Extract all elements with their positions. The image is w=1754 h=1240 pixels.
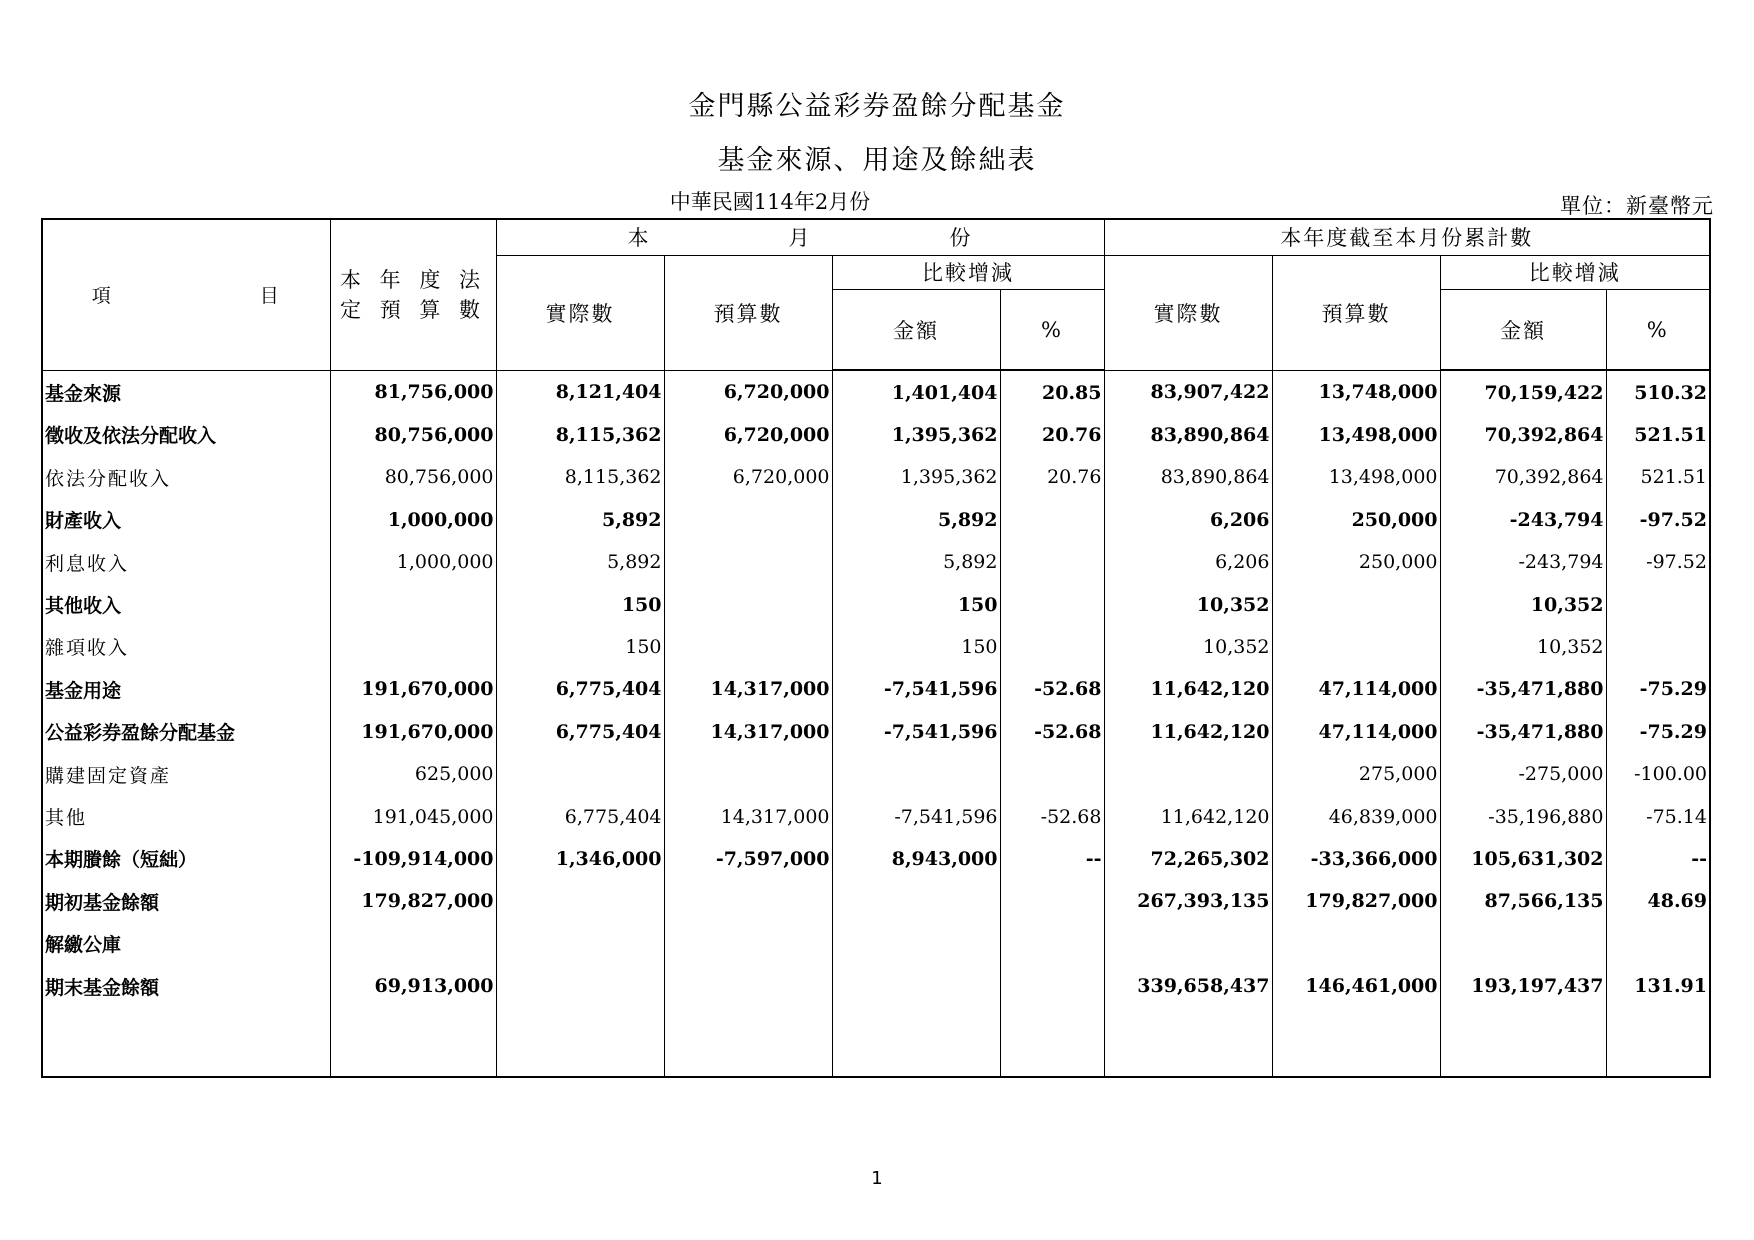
row-label: 解繳公庫 (42, 922, 330, 964)
row-label: 依法分配收入 (42, 456, 330, 498)
header-ytd-amount: 金額 (1440, 290, 1606, 371)
cell-m-bud: 6,720,000 (664, 414, 832, 456)
header-month-amount: 金額 (832, 290, 1000, 371)
cell-m-pct: -52.68 (1000, 711, 1104, 753)
cell-budget: 625,000 (330, 753, 496, 795)
cell-y-bud: 275,000 (1272, 753, 1440, 795)
cell-y-amt: 10,352 (1440, 626, 1606, 668)
cell-m-bud (664, 583, 832, 625)
cell-y-act: 10,352 (1104, 583, 1272, 625)
table-row (42, 880, 1710, 922)
table-filler-row (42, 1007, 1710, 1077)
empty-cell (330, 1007, 496, 1077)
cell-y-pct: 48.69 (1606, 880, 1710, 922)
empty-cell (1606, 1007, 1710, 1077)
header-legal-budget (330, 219, 496, 370)
cell-m-bud (664, 880, 832, 922)
cell-m-act: 6,775,404 (496, 668, 664, 710)
cell-y-bud: 146,461,000 (1272, 965, 1440, 1007)
header-month-budget: 預算數 (664, 255, 832, 370)
row-label: 利息收入 (42, 541, 330, 583)
table-row (42, 626, 1710, 668)
cell-y-amt: 70,159,422 (1440, 370, 1606, 413)
cell-y-act: 11,642,120 (1104, 795, 1272, 837)
cell-m-act (496, 753, 664, 795)
currency-unit: 單位：新臺幣元 (1560, 194, 1714, 218)
header-item: 項 目 (42, 219, 330, 370)
empty-cell (1440, 1007, 1606, 1077)
cell-y-pct: -75.29 (1606, 668, 1710, 710)
cell-y-pct: -100.00 (1606, 753, 1710, 795)
cell-y-bud: 13,498,000 (1272, 414, 1440, 456)
empty-cell (496, 1007, 664, 1077)
table-row (42, 370, 1710, 413)
header-ytd-actual: 實際數 (1104, 255, 1272, 370)
row-label: 期末基金餘額 (42, 965, 330, 1007)
cell-y-amt: 105,631,302 (1440, 838, 1606, 880)
cell-budget: 80,756,000 (330, 414, 496, 456)
cell-m-bud: 6,720,000 (664, 370, 832, 413)
cell-budget: 69,913,000 (330, 965, 496, 1007)
table-row (42, 965, 1710, 1007)
table-row (42, 795, 1710, 837)
cell-m-pct (1000, 626, 1104, 668)
cell-budget: 80,756,000 (330, 456, 496, 498)
cell-y-amt: -243,794 (1440, 541, 1606, 583)
cell-m-pct: -52.68 (1000, 668, 1104, 710)
table-row (42, 838, 1710, 880)
cell-m-pct (1000, 753, 1104, 795)
row-label: 基金來源 (42, 370, 330, 413)
cell-m-bud: 6,720,000 (664, 456, 832, 498)
row-label: 本期賸餘（短絀） (42, 838, 330, 880)
cell-y-amt: 10,352 (1440, 583, 1606, 625)
cell-y-pct: -97.52 (1606, 541, 1710, 583)
cell-y-pct: -- (1606, 838, 1710, 880)
cell-y-pct (1606, 922, 1710, 964)
cell-budget: 81,756,000 (330, 370, 496, 413)
cell-budget: 191,670,000 (330, 711, 496, 753)
cell-y-amt: -35,196,880 (1440, 795, 1606, 837)
cell-y-pct (1606, 583, 1710, 625)
cell-budget (330, 922, 496, 964)
cell-m-act: 6,775,404 (496, 711, 664, 753)
empty-cell (42, 1007, 330, 1077)
cell-m-bud (664, 965, 832, 1007)
page-number: 1 (871, 1168, 883, 1189)
row-label: 其他收入 (42, 583, 330, 625)
cell-y-bud (1272, 626, 1440, 668)
cell-y-amt: -275,000 (1440, 753, 1606, 795)
cell-m-bud (664, 499, 832, 541)
cell-y-amt: 70,392,864 (1440, 456, 1606, 498)
cell-y-amt: 87,566,135 (1440, 880, 1606, 922)
cell-budget (330, 583, 496, 625)
cell-m-bud (664, 753, 832, 795)
cell-m-bud (664, 626, 832, 668)
cell-y-pct (1606, 626, 1710, 668)
table-row (42, 499, 1710, 541)
table-row (42, 456, 1710, 498)
cell-budget: 191,670,000 (330, 668, 496, 710)
header-month-pct: % (1000, 290, 1104, 371)
cell-y-amt: -35,471,880 (1440, 668, 1606, 710)
cell-m-bud: 14,317,000 (664, 711, 832, 753)
row-label: 基金用途 (42, 668, 330, 710)
cell-m-act: 150 (496, 626, 664, 668)
empty-cell (1272, 1007, 1440, 1077)
cell-m-bud (664, 922, 832, 964)
cell-y-bud: 13,498,000 (1272, 456, 1440, 498)
report-title: 金門縣公益彩券盈餘分配基金 (688, 91, 1066, 122)
empty-cell (1000, 1007, 1104, 1077)
cell-y-act (1104, 922, 1272, 964)
row-label: 徵收及依法分配收入 (42, 414, 330, 456)
cell-m-amt: 8,943,000 (832, 838, 1000, 880)
row-label: 期初基金餘額 (42, 880, 330, 922)
cell-m-pct: 20.76 (1000, 414, 1104, 456)
cell-y-bud: 179,827,000 (1272, 880, 1440, 922)
cell-m-act: 8,115,362 (496, 456, 664, 498)
cell-m-amt: 1,395,362 (832, 456, 1000, 498)
cell-m-amt: 150 (832, 583, 1000, 625)
cell-m-amt: 1,401,404 (832, 370, 1000, 413)
cell-m-act: 8,121,404 (496, 370, 664, 413)
cell-y-act: 83,907,422 (1104, 370, 1272, 413)
cell-y-amt: -243,794 (1440, 499, 1606, 541)
cell-budget: -109,914,000 (330, 838, 496, 880)
cell-y-bud: 13,748,000 (1272, 370, 1440, 413)
cell-y-act: 83,890,864 (1104, 456, 1272, 498)
cell-m-amt: -7,541,596 (832, 711, 1000, 753)
table-row (42, 753, 1710, 795)
header-ytd-budget: 預算數 (1272, 255, 1440, 370)
cell-m-act: 5,892 (496, 499, 664, 541)
header-month-actual: 實際數 (496, 255, 664, 370)
cell-m-amt (832, 965, 1000, 1007)
cell-y-bud (1272, 922, 1440, 964)
cell-m-pct: 20.76 (1000, 456, 1104, 498)
cell-budget: 1,000,000 (330, 499, 496, 541)
cell-m-act (496, 922, 664, 964)
cell-m-act: 8,115,362 (496, 414, 664, 456)
header-ytd-pct: % (1606, 290, 1710, 371)
cell-y-pct: 521.51 (1606, 456, 1710, 498)
cell-y-bud: 47,114,000 (1272, 711, 1440, 753)
empty-cell (832, 1007, 1000, 1077)
cell-y-amt: -35,471,880 (1440, 711, 1606, 753)
cell-y-pct: -75.14 (1606, 795, 1710, 837)
cell-y-amt (1440, 922, 1606, 964)
cell-m-amt (832, 880, 1000, 922)
cell-m-act: 6,775,404 (496, 795, 664, 837)
cell-m-amt: 5,892 (832, 541, 1000, 583)
cell-m-amt: 1,395,362 (832, 414, 1000, 456)
header-month-diff: 比較增減 (832, 255, 1104, 289)
cell-y-act: 83,890,864 (1104, 414, 1272, 456)
cell-y-act: 6,206 (1104, 541, 1272, 583)
table-row (42, 583, 1710, 625)
header-year-to-date: 本年度截至本月份累計數 (1104, 219, 1710, 255)
cell-m-pct (1000, 880, 1104, 922)
cell-y-pct: -97.52 (1606, 499, 1710, 541)
cell-y-act: 10,352 (1104, 626, 1272, 668)
cell-m-amt (832, 753, 1000, 795)
cell-y-pct: 510.32 (1606, 370, 1710, 413)
empty-cell (1104, 1007, 1272, 1077)
cell-m-pct: 20.85 (1000, 370, 1104, 413)
cell-m-bud (664, 541, 832, 583)
cell-y-amt: 193,197,437 (1440, 965, 1606, 1007)
cell-m-bud: 14,317,000 (664, 668, 832, 710)
cell-m-pct (1000, 922, 1104, 964)
cell-y-bud: 250,000 (1272, 499, 1440, 541)
cell-y-bud: 46,839,000 (1272, 795, 1440, 837)
empty-cell (664, 1007, 832, 1077)
header-legal-budget-line1: 本 年 度 法 (339, 267, 487, 292)
table-row (42, 414, 1710, 456)
cell-m-pct (1000, 583, 1104, 625)
cell-m-act: 5,892 (496, 541, 664, 583)
cell-y-act: 72,265,302 (1104, 838, 1272, 880)
cell-m-pct (1000, 541, 1104, 583)
cell-y-bud (1272, 583, 1440, 625)
cell-y-act (1104, 753, 1272, 795)
row-label: 雜項收入 (42, 626, 330, 668)
row-label: 財產收入 (42, 499, 330, 541)
cell-budget (330, 626, 496, 668)
cell-y-act: 6,206 (1104, 499, 1272, 541)
cell-budget: 1,000,000 (330, 541, 496, 583)
row-label: 公益彩券盈餘分配基金 (42, 711, 330, 753)
table-row (42, 541, 1710, 583)
cell-y-pct: 131.91 (1606, 965, 1710, 1007)
cell-budget: 179,827,000 (330, 880, 496, 922)
cell-y-act: 339,658,437 (1104, 965, 1272, 1007)
cell-m-pct (1000, 965, 1104, 1007)
cell-y-bud: 250,000 (1272, 541, 1440, 583)
report-subtitle: 基金來源、用途及餘絀表 (717, 145, 1037, 176)
cell-m-pct (1000, 499, 1104, 541)
report-period: 中華民國114年2月份 (669, 190, 871, 214)
cell-m-act: 1,346,000 (496, 838, 664, 880)
cell-m-act: 150 (496, 583, 664, 625)
cell-m-act (496, 965, 664, 1007)
header-ytd-diff: 比較增減 (1440, 255, 1710, 289)
cell-m-amt (832, 922, 1000, 964)
cell-m-amt: -7,541,596 (832, 668, 1000, 710)
cell-y-act: 11,642,120 (1104, 668, 1272, 710)
cell-m-amt: -7,541,596 (832, 795, 1000, 837)
cell-m-pct: -52.68 (1000, 795, 1104, 837)
cell-m-pct: -- (1000, 838, 1104, 880)
cell-y-bud: -33,366,000 (1272, 838, 1440, 880)
cell-y-act: 267,393,135 (1104, 880, 1272, 922)
cell-m-amt: 150 (832, 626, 1000, 668)
row-label: 其他 (42, 795, 330, 837)
cell-m-act (496, 880, 664, 922)
cell-budget: 191,045,000 (330, 795, 496, 837)
table-row (42, 668, 1710, 710)
table-row (42, 711, 1710, 753)
cell-y-pct: 521.51 (1606, 414, 1710, 456)
cell-y-amt: 70,392,864 (1440, 414, 1606, 456)
header-legal-budget-line2: 定 預 算 數 (339, 297, 487, 322)
cell-m-bud: 14,317,000 (664, 795, 832, 837)
row-label: 購建固定資產 (42, 753, 330, 795)
cell-m-bud: -7,597,000 (664, 838, 832, 880)
cell-m-amt: 5,892 (832, 499, 1000, 541)
fund-statement-table (41, 218, 1711, 1078)
cell-y-bud: 47,114,000 (1272, 668, 1440, 710)
table-row (42, 922, 1710, 964)
cell-y-pct: -75.29 (1606, 711, 1710, 753)
cell-y-act: 11,642,120 (1104, 711, 1272, 753)
header-this-month: 本 月 份 (496, 219, 1104, 255)
